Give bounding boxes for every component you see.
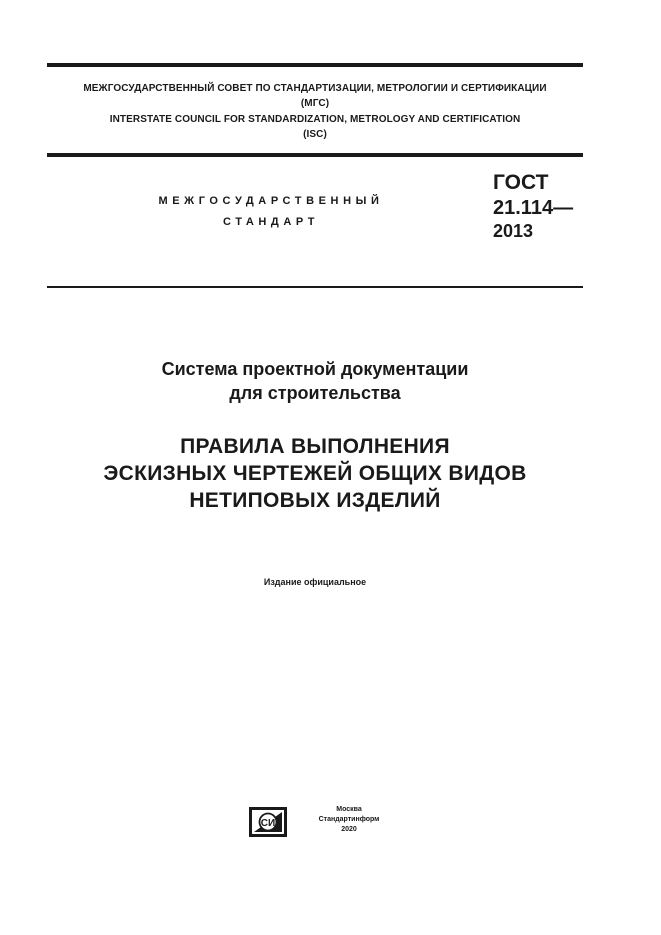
edition-note: Издание официальное xyxy=(263,577,367,587)
middle-divider xyxy=(47,153,583,157)
lower-divider xyxy=(47,286,583,288)
series-line1: Система проектной документации xyxy=(161,359,469,379)
standard-kind xyxy=(130,191,412,233)
title-line1: ПРАВИЛА ВЫПОЛНЕНИЯ xyxy=(180,435,450,458)
standard-kind-line1: МЕЖГОСУДАРСТВЕННЫЙ xyxy=(158,195,384,207)
council-ru xyxy=(47,81,583,111)
council-en-name: INTERSTATE COUNCIL FOR STANDARDIZATION, METROLOGY AND CERTIFICATION xyxy=(109,114,521,125)
title-line2: ЭСКИЗНЫХ ЧЕРТЕЖЕЙ ОБЩИХ ВИДОВ xyxy=(103,462,527,485)
designation-prefix: ГОСТ xyxy=(493,171,549,194)
document-title xyxy=(47,433,583,514)
designation-number: 21.114— xyxy=(493,197,574,219)
council-ru-abbr: (МГС) xyxy=(300,98,330,109)
council-en-abbr: (ISC) xyxy=(303,129,327,140)
title-line3: НЕТИПОВЫХ ИЗДЕЛИЙ xyxy=(189,489,441,512)
publisher-city: Москва xyxy=(336,806,362,813)
logo-letters: СИ xyxy=(260,818,276,829)
top-divider xyxy=(47,63,583,67)
series-line2: для строительства xyxy=(229,383,401,403)
publisher-year: 2020 xyxy=(341,826,357,833)
standartinform-logo-icon xyxy=(249,807,287,837)
publisher-block xyxy=(312,805,386,835)
publisher-name: Стандартинформ xyxy=(318,816,380,823)
council-ru-name: МЕЖГОСУДАРСТВЕННЫЙ СОВЕТ ПО СТАНДАРТИЗАЦИИ, МЕТРОЛОГИИ И СЕРТИФИКАЦИИ xyxy=(83,83,547,94)
standard-kind-line2: СТАНДАРТ xyxy=(222,216,320,228)
standard-designation xyxy=(493,170,573,242)
council-en xyxy=(47,112,583,142)
designation-year: 2013 xyxy=(493,221,534,241)
series-title xyxy=(47,357,583,405)
